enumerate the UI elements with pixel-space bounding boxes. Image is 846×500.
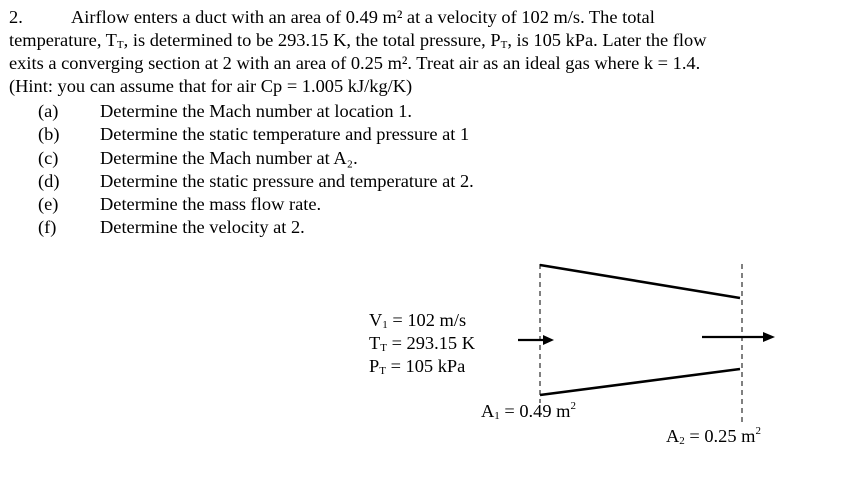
problem-line-2: temperature, $T_T$, is determined to be 293.15 K, the total pressure, $P_T$, is 105 kPa. Later the flow: [9, 30, 707, 51]
part-text: Determine the mass flow rate.: [100, 194, 322, 215]
part-text: Determine the static temperature and pressure at 1: [100, 124, 470, 145]
area-1-label: $A_1 = 0.49$ $m^2$: [481, 400, 576, 422]
part-text: Determine the Mach number at location 1.: [100, 101, 413, 121]
inlet-velocity-label: $V_1 = 102$ m/s: [369, 310, 467, 331]
part-label: (b): [38, 124, 60, 145]
part-text: Determine the Mach number at A₂.: [100, 147, 358, 168]
outlet-arrowhead: [763, 332, 775, 342]
total-temperature-label: $T_T = 293.15$ K: [369, 333, 475, 354]
duct-top-wall: [540, 265, 740, 298]
total-pressure-label: $P_T = 105$ kPa: [369, 356, 466, 377]
problem-line-3: exits a converging section at 2 with an area of 0.25 m². Treat air as an ideal gas where k = 1.4.: [9, 53, 701, 73]
part-label: (a): [38, 101, 59, 121]
part-label: (c): [38, 147, 59, 168]
problem-line-4: (Hint: you can assume that for air Cp = 1.005 kJ/kg/K): [9, 76, 413, 96]
part-label: (f): [38, 217, 57, 238]
part-text: Determine the velocity at 2.: [100, 217, 305, 238]
problem-number: 2.: [9, 7, 23, 27]
part-label: (e): [38, 194, 59, 215]
duct-bottom-wall: [540, 369, 740, 395]
inlet-arrowhead: [543, 335, 554, 345]
area-2-label: $A_2 = 0.25$ $m^2$: [666, 425, 761, 447]
problem-line-1-text: Airflow enters a duct with an area of 0.49 m² at a velocity of 102 m/s. The total: [71, 7, 655, 27]
part-label: (d): [38, 170, 60, 191]
part-text: Determine the static pressure and temperature at 2.: [100, 170, 474, 191]
